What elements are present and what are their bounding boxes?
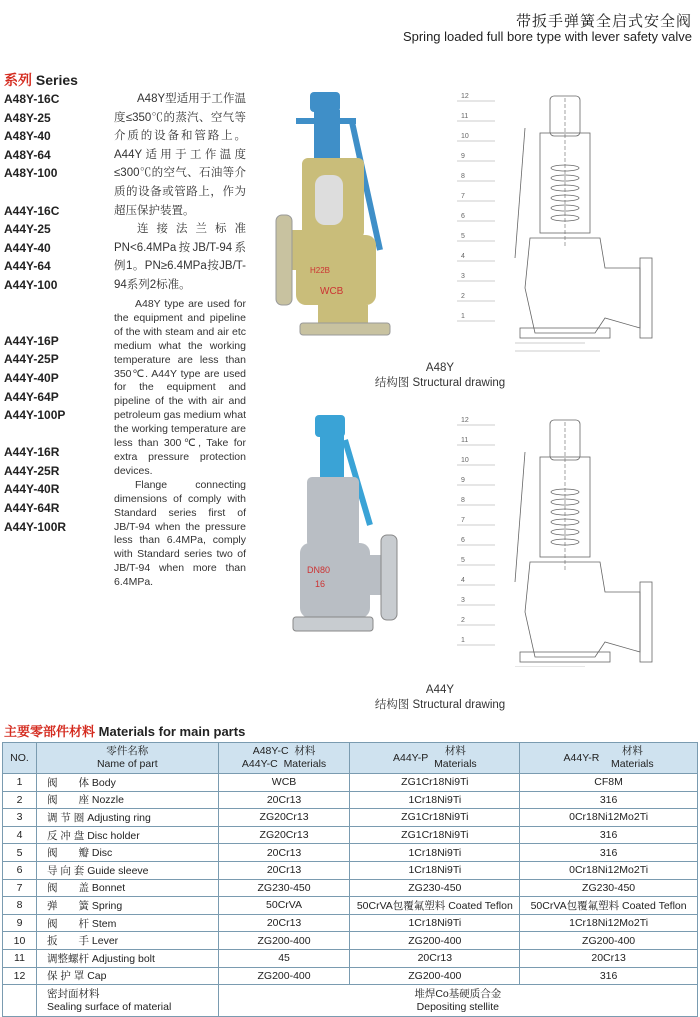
- a48y-caption: [340, 362, 540, 390]
- a48y-structural-drawing: [455, 88, 695, 353]
- cell-part-name: 调 节 圈 Adjusting ring: [36, 809, 218, 827]
- cell-no: 5: [3, 844, 37, 862]
- cell-no: 3: [3, 809, 37, 827]
- model-list: [4, 90, 66, 536]
- cell-a44y-r: 20Cr13: [520, 949, 698, 967]
- sealing-row: [3, 985, 698, 1017]
- header-mat-cn: 材料: [444, 745, 466, 757]
- sealing-value-en: Depositing stellite: [416, 1000, 499, 1013]
- a48y-part-label: 3: [461, 273, 465, 280]
- model-item: A44Y-25R: [4, 463, 60, 478]
- cell-part-name: 导 向 套 Guide sleeve: [36, 861, 218, 879]
- page-title-en: Spring loaded full bore type with lever safety valve: [402, 29, 692, 44]
- a48y-part-label: 8: [461, 173, 465, 180]
- header-name: [36, 743, 218, 774]
- cell-a44y-r: 0Cr18Ni12Mo2Ti: [520, 809, 698, 827]
- a44y-marking-1: DN80: [307, 565, 331, 575]
- cell-part-name: 反 冲 盘 Disc holder: [36, 826, 218, 844]
- a44y-part-label: 12: [461, 417, 469, 424]
- table-row: [3, 844, 698, 862]
- cell-a44y-p: ZG200-400: [350, 967, 520, 985]
- a48y-caption-text: 结构图 Structural drawing: [374, 377, 506, 389]
- cell-a44y-r: 316: [520, 791, 698, 809]
- table-row: [3, 967, 698, 985]
- header-c2: A44Y-P: [392, 751, 429, 764]
- cell-no: 1: [3, 774, 37, 792]
- cell-a44y-r: 0Cr18Ni12Mo2Ti: [520, 861, 698, 879]
- cell-no: 10: [3, 932, 37, 950]
- header-name-en: Name of part: [96, 758, 158, 770]
- model-item: [4, 295, 66, 314]
- cell-no: 11: [3, 949, 37, 967]
- cell-a44y-r: 316: [520, 826, 698, 844]
- model-item: [4, 313, 66, 332]
- table-row: [3, 774, 698, 792]
- cell-a48y-c: 20Cr13: [218, 914, 350, 932]
- cell-a44y-r: 50CrVA包覆氟塑料 Coated Teflon: [520, 897, 698, 915]
- a48y-part-label: 4: [461, 253, 465, 260]
- cell-a44y-r: ZG230-450: [520, 879, 698, 897]
- cell-a44y-p: 1Cr18Ni9Ti: [350, 791, 520, 809]
- a44y-part-label: 10: [461, 457, 469, 464]
- cell-part-name: 阀 瓣 Disc: [36, 844, 218, 862]
- sealing-value: [218, 985, 697, 1017]
- table-row: [3, 914, 698, 932]
- a48y-marking-1: H22B: [310, 266, 331, 275]
- a48y-marking-2: WCB: [320, 286, 344, 297]
- cell-part-name: 扳 手 Lever: [36, 932, 218, 950]
- cell-a48y-c: ZG20Cr13: [218, 826, 350, 844]
- table-row: [3, 826, 698, 844]
- cell-no: 12: [3, 967, 37, 985]
- model-item: [4, 425, 66, 444]
- a44y-marking-2: 16: [315, 579, 326, 589]
- cell-a44y-p: 50CrVA包覆氟塑料 Coated Teflon: [350, 897, 520, 915]
- sealing-label-en: Sealing surface of material: [46, 1000, 172, 1013]
- model-item: A44Y-40R: [4, 482, 60, 497]
- description-cn: [114, 90, 246, 295]
- cell-a44y-p: ZG1Cr18Ni9Ti: [350, 809, 520, 827]
- sealing-no: [3, 985, 37, 1017]
- series-heading: [4, 70, 78, 90]
- cell-a48y-c: ZG230-450: [218, 879, 350, 897]
- a44y-part-label: 4: [461, 577, 465, 584]
- cell-part-name: 阀 体 Body: [36, 774, 218, 792]
- series-heading-cn: 系列: [4, 72, 32, 88]
- cell-part-name: 阀 盖 Bonnet: [36, 879, 218, 897]
- cell-a44y-p: 20Cr13: [350, 949, 520, 967]
- cell-a48y-c: ZG200-400: [218, 932, 350, 950]
- sealing-label-cn: 密封面材料: [46, 987, 100, 1000]
- a44y-part-label: 2: [461, 617, 465, 624]
- a48y-part-label: 9: [461, 153, 465, 160]
- cell-a48y-c: 20Cr13: [218, 861, 350, 879]
- a44y-part-label: 7: [461, 517, 465, 524]
- a48y-part-label: 10: [461, 133, 469, 140]
- a44y-structural-drawing: [455, 412, 695, 667]
- a48y-part-label: 2: [461, 293, 465, 300]
- cell-a48y-c: 20Cr13: [218, 844, 350, 862]
- cell-no: 2: [3, 791, 37, 809]
- sealing-label: [36, 985, 218, 1017]
- materials-heading-en: Materials for main parts: [98, 724, 246, 739]
- a44y-caption-text: 结构图 Structural drawing: [374, 699, 506, 711]
- cell-no: 7: [3, 879, 37, 897]
- series-heading-en: Series: [35, 72, 78, 88]
- header-mat-en: Materials: [611, 758, 654, 770]
- model-item: [4, 183, 66, 202]
- cell-part-name: 保 护 罩 Cap: [36, 967, 218, 985]
- header-no: NO.: [3, 743, 37, 774]
- page-title-cn: 带扳手弹簧全启式安全阀: [515, 13, 692, 30]
- model-item: A44Y-16R: [4, 445, 60, 460]
- model-item: A44Y-100P: [4, 408, 66, 423]
- a48y-part-label: 6: [461, 213, 465, 220]
- model-item: A44Y-100R: [4, 519, 67, 534]
- cell-part-name: 阀 杆 Stem: [36, 914, 218, 932]
- table-row: [3, 897, 698, 915]
- header-name-cn: 零件名称: [106, 745, 149, 757]
- a48y-valve-photo: [270, 80, 430, 350]
- header-mat-cn: 材料: [294, 745, 316, 757]
- model-item: A44Y-16C: [4, 203, 60, 218]
- materials-heading: [4, 721, 245, 740]
- materials-heading-cn: 主要零部件材料: [4, 724, 96, 739]
- cell-a48y-c: ZG200-400: [218, 967, 350, 985]
- table-row: [3, 791, 698, 809]
- model-item: A44Y-25: [4, 222, 51, 237]
- model-item: A48Y-16C: [4, 92, 60, 106]
- description-en-p2: Flange connecting dimensions of comply with Standard series first of JB/T-94 when the pressure less than 6.4MPa, comply with Standard series two of JB/T-94 when more than 6.4MPa.: [114, 478, 246, 589]
- cell-a44y-p: 1Cr18Ni9Ti: [350, 914, 520, 932]
- model-item: A44Y-16P: [4, 333, 59, 348]
- cell-a44y-p: 1Cr18Ni9Ti: [350, 844, 520, 862]
- cell-part-name: 阀 座 Nozzle: [36, 791, 218, 809]
- model-item: A48Y-40: [4, 129, 51, 144]
- cell-a44y-p: ZG230-450: [350, 879, 520, 897]
- header-mat-cn: 材料: [621, 745, 643, 757]
- header-mat-en: Materials: [283, 758, 327, 770]
- cell-no: 9: [3, 914, 37, 932]
- model-item: A48Y-64: [4, 147, 51, 162]
- cell-a44y-p: 1Cr18Ni9Ti: [350, 861, 520, 879]
- model-item: A48Y-100: [4, 166, 58, 181]
- a44y-part-label: 5: [461, 557, 465, 564]
- sealing-value-cn: 堆焊Co基硬质合金: [414, 987, 502, 1000]
- model-item: A48Y-25: [4, 110, 51, 125]
- cell-part-name: 弹 簧 Spring: [36, 897, 218, 915]
- model-item: A44Y-40P: [4, 370, 59, 385]
- cell-no: 4: [3, 826, 37, 844]
- table-row: [3, 809, 698, 827]
- table-row: [3, 949, 698, 967]
- model-item: A44Y-64R: [4, 501, 60, 516]
- model-item: A44Y-25P: [4, 352, 59, 367]
- model-item: A44Y-64P: [4, 389, 59, 404]
- cell-a44y-p: ZG200-400: [350, 932, 520, 950]
- header-c1a: A48Y-C: [252, 745, 289, 757]
- a44y-part-label: 1: [461, 637, 465, 644]
- a44y-valve-photo: [285, 405, 425, 655]
- cell-a44y-r: 316: [520, 967, 698, 985]
- table-row: [3, 861, 698, 879]
- description-cn-p1: A48Y型适用于工作温度≤350℃的蒸汽、空气等介质的设备和管路上。A44Y适用于工作温度≤300℃的空气、石油等介质的设备或管路上，作为超压保护装置。: [114, 93, 246, 217]
- a44y-caption: [340, 684, 540, 712]
- table-row: [3, 879, 698, 897]
- a44y-part-label: 11: [461, 437, 469, 444]
- cell-a48y-c: 20Cr13: [218, 791, 350, 809]
- cell-a48y-c: 45: [218, 949, 350, 967]
- cell-no: 6: [3, 861, 37, 879]
- header-a44y-p: [350, 743, 520, 774]
- a44y-model: A44Y: [425, 684, 455, 696]
- cell-a48y-c: WCB: [218, 774, 350, 792]
- a48y-part-label: 11: [461, 113, 469, 120]
- model-item: A44Y-40: [4, 240, 51, 255]
- cell-a48y-c: ZG20Cr13: [218, 809, 350, 827]
- cell-a44y-r: 1Cr18Ni12Mo2Ti: [520, 914, 698, 932]
- a44y-part-label: 8: [461, 497, 465, 504]
- header-a48y-c: [218, 743, 350, 774]
- cell-part-name: 调整螺杆 Adjusting bolt: [36, 949, 218, 967]
- a48y-model: A48Y: [425, 362, 455, 374]
- description-cn-p2: 连接法兰标准PN<6.4MPa按JB/T-94系例1。PN≥6.4MPa按JB/T-94系列2标准。: [114, 223, 246, 291]
- cell-no: 8: [3, 897, 37, 915]
- cell-a44y-r: CF8M: [520, 774, 698, 792]
- model-item: A44Y-100: [4, 277, 58, 292]
- table-header: [3, 743, 698, 774]
- header-mat-en: Materials: [434, 758, 477, 770]
- a48y-part-label: 1: [461, 313, 465, 320]
- a48y-part-label: 5: [461, 233, 465, 240]
- a44y-part-label: 6: [461, 537, 465, 544]
- description-en: [114, 298, 246, 590]
- a44y-part-label: 9: [461, 477, 465, 484]
- header-a44y-r: [520, 743, 698, 774]
- description-en-p1: A48Y type are used for the equipment and pipeline of the with steam and air etc medium what the working temperature are less than 350℃. A44Y type are used for the equipment and pipeline of the with air and petroleum gas medium what the working temperature are less than 300℃, Take for extra pressure protection devices.: [114, 298, 246, 477]
- table-row: [3, 932, 698, 950]
- materials-table: [2, 742, 698, 1017]
- cell-a44y-p: ZG1Cr18Ni9Ti: [350, 826, 520, 844]
- model-item: A44Y-64: [4, 259, 51, 274]
- a48y-part-label: 12: [461, 93, 469, 100]
- cell-a44y-r: 316: [520, 844, 698, 862]
- cell-a44y-r: ZG200-400: [520, 932, 698, 950]
- cell-a48y-c: 50CrVA: [218, 897, 350, 915]
- header-c1b: A44Y-C: [241, 758, 278, 770]
- a44y-part-label: 3: [461, 597, 465, 604]
- a48y-part-label: 7: [461, 193, 465, 200]
- header-c3: A44Y-R: [563, 751, 600, 764]
- cell-a44y-p: ZG1Cr18Ni9Ti: [350, 774, 520, 792]
